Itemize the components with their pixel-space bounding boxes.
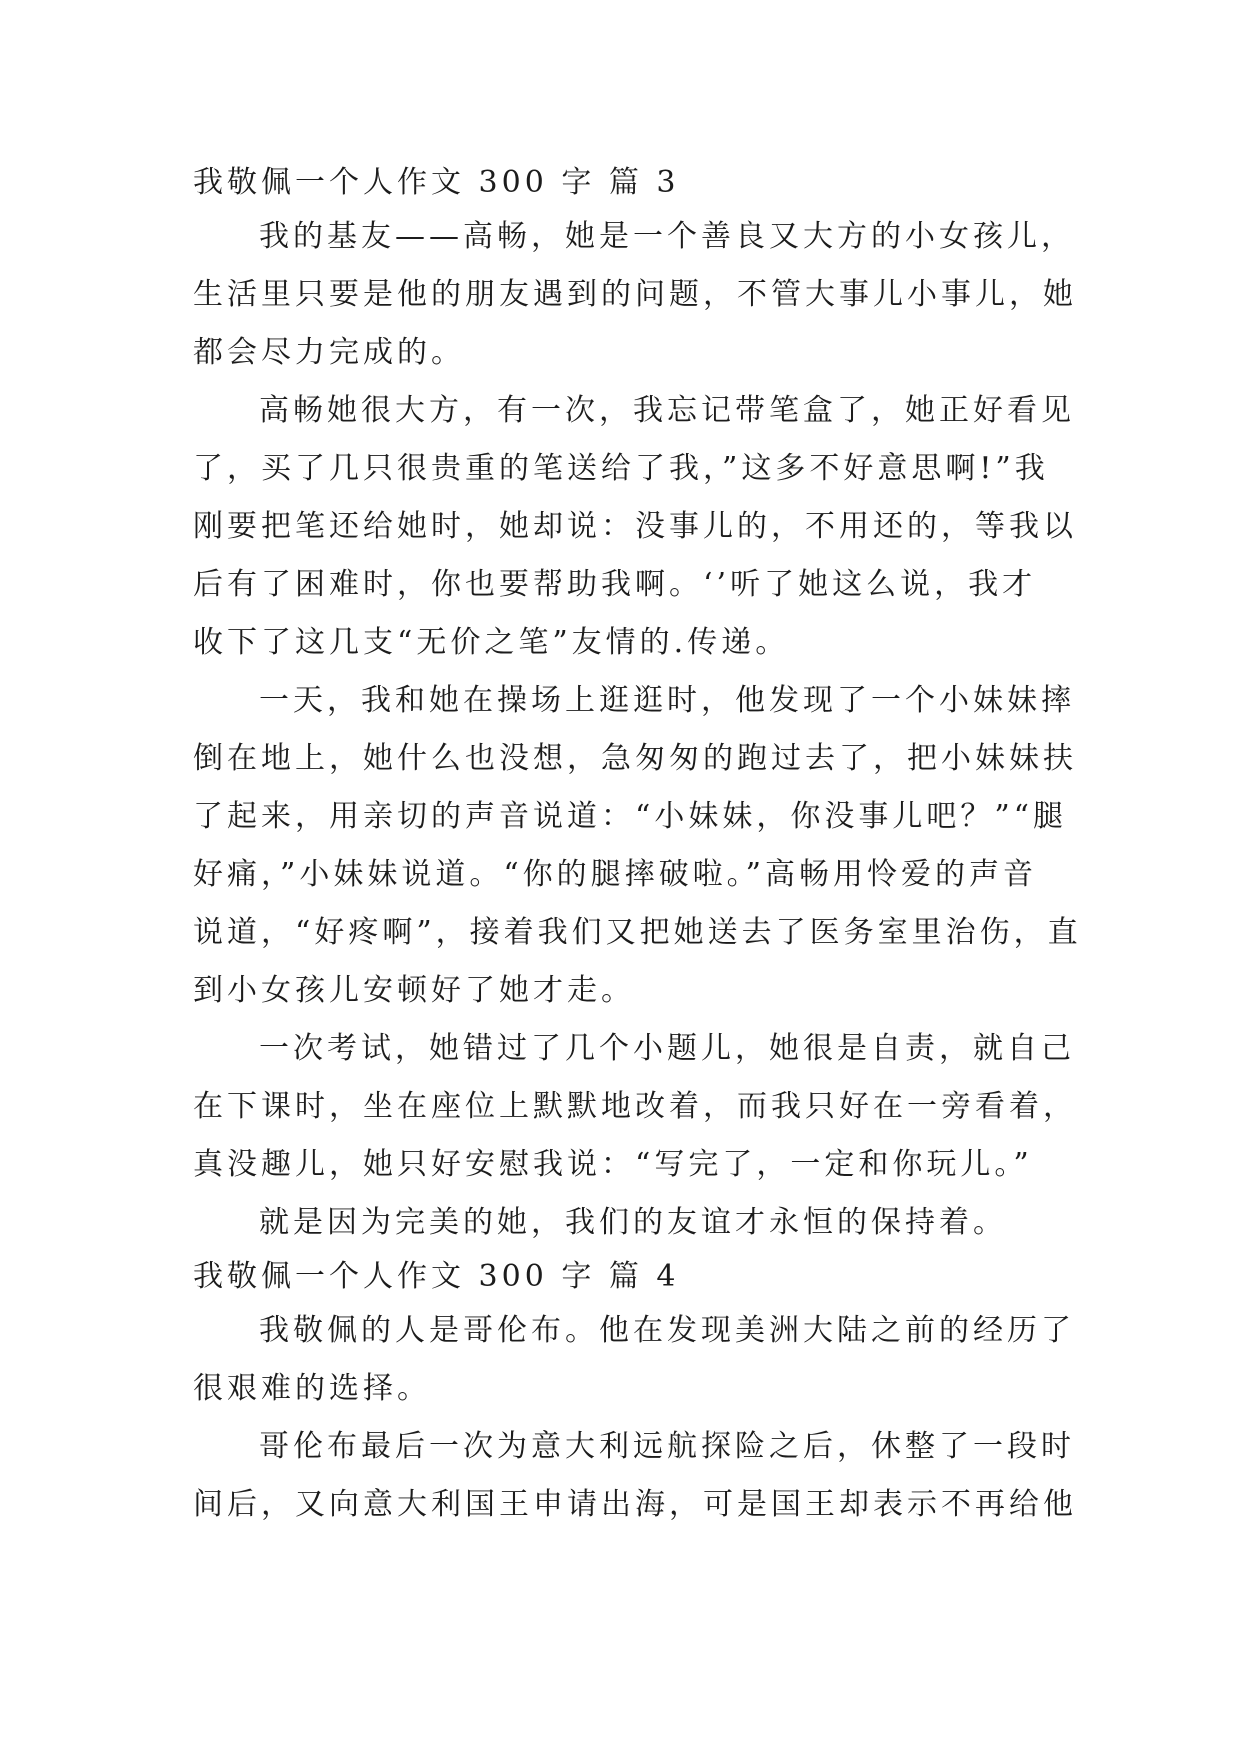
paragraph-first-line: 就是因为完美的她，我们的友谊才永恒的保持着。	[259, 1205, 1007, 1240]
paragraph-line: 了起来，用亲切的声音说道：“小妹妹，你没事儿吧？”“腿	[193, 799, 1068, 834]
paragraph-first-line: 我的基友——高畅，她是一个善良又大方的小女孩儿，	[259, 219, 1075, 254]
paragraph-line: 到小女孩儿安顿好了她才走。	[193, 973, 635, 1008]
paragraph-line: 间后，又向意大利国王申请出海，可是国王却表示不再给他	[193, 1487, 1077, 1522]
paragraph-line: 说道，“好疼啊”，接着我们又把她送去了医务室里治伤，直	[193, 915, 1082, 950]
paragraph-first-line: 一次考试，她错过了几个小题儿，她很是自责，就自己	[259, 1031, 1075, 1066]
paragraph-line: 生活里只要是他的朋友遇到的问题，不管大事儿小事儿，她	[193, 277, 1077, 312]
paragraph-line: 在下课时，坐在座位上默默地改着，而我只好在一旁看着，	[193, 1089, 1077, 1124]
paragraph-line: 倒在地上，她什么也没想，急匆匆的跑过去了，把小妹妹扶	[193, 741, 1077, 776]
paragraph-line: 很艰难的选择。	[193, 1371, 431, 1406]
paragraph-first-line: 一天，我和她在操场上逛逛时，他发现了一个小妹妹摔	[259, 683, 1075, 718]
paragraph-first-line: 我敬佩的人是哥伦布。他在发现美洲大陆之前的经历了	[259, 1313, 1075, 1348]
paragraph-line: 了，买了几只很贵重的笔送给了我，”这多不好意思啊!”我	[193, 451, 1049, 486]
paragraph-line: 都会尽力完成的。	[193, 335, 465, 370]
paragraph-line: 好痛，”小妹妹说道。“你的腿摔破啦。”高畅用怜爱的声音	[193, 857, 1038, 892]
paragraph-line: 刚要把笔还给她时，她却说：没事儿的，不用还的，等我以	[193, 509, 1077, 544]
paragraph-first-line: 高畅她很大方，有一次，我忘记带笔盒了，她正好看见	[259, 393, 1075, 428]
section-title: 我敬佩一个人作文 300 字 篇 4	[193, 1259, 680, 1294]
paragraph-line: 收下了这几支“无价之笔”友情的.传递。	[193, 625, 790, 660]
document-page	[193, 158, 1082, 1534]
paragraph-line: 真没趣儿，她只好安慰我说：“写完了，一定和你玩儿。”	[193, 1147, 1033, 1182]
section-title: 我敬佩一个人作文 300 字 篇 3	[193, 165, 680, 200]
paragraph-first-line: 哥伦布最后一次为意大利远航探险之后，休整了一段时	[259, 1429, 1075, 1464]
paragraph-line: 后有了困难时，你也要帮助我啊。‘’听了她这么说，我才	[193, 567, 1037, 602]
